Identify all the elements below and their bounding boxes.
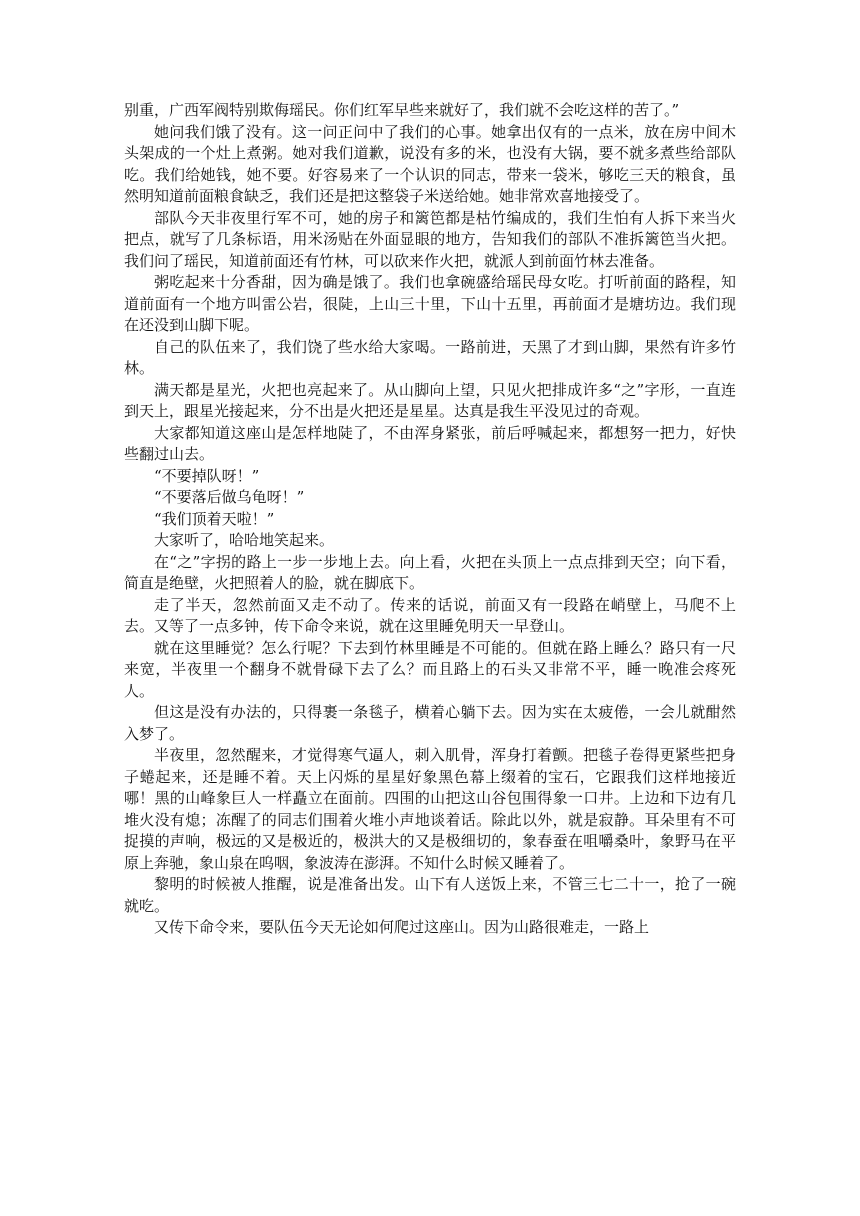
paragraph: 大家听了，哈哈地笑起来。 (154, 531, 335, 549)
paragraph: 黎明的时候被人推醒，说是准备出发。山下有人送饭上来，不管三七二十一，抢了一碗就吃。 (124, 875, 736, 915)
paragraph: 部队今天非夜里行军不可，她的房子和篱笆都是枯竹编成的，我们生怕有人拆下来当火把点，就写了几条标语，用米汤贴在外面显眼的地方，告知我们的部队不准拆篱笆当火把。我们问了瑶民，知道前面还有竹林，可以砍来作火把，就派人到前面竹林去准备。 (124, 208, 736, 270)
dialogue-line: “我们顶着天啦！” (154, 509, 275, 528)
paragraph: 满天都是星光，火把也亮起来了。从山脚向上望，只见火把排成许多“之”字形，一直连到天上，跟星光接起来，分不出是火把还是星星。达真是我生平没见过的奇观。 (124, 380, 736, 420)
document-page (124, 100, 736, 939)
dialogue-line: “不要落后做乌龟呀！” (154, 488, 305, 506)
paragraph: 又传下命令来，要队伍今天无论如何爬过这座山。因为山路很难走，一路上 (154, 918, 650, 936)
paragraph: 她问我们饿了没有。这一问正问中了我们的心事。她拿出仅有的一点米，放在房中间木头架成的一个灶上煮粥。她对我们道歉，说没有多的米，也没有大锅，要不就多煮些给部队吃。我们给她钱，她不要。好容易来了一个认识的同志，带来一袋米，够吃三天的粮食，虽然明知道前面粮食缺乏，我们还是把这整袋子米送给她。她非常欢喜地接受了。 (124, 122, 736, 205)
paragraph: 但这是没有办法的，只得裹一条毯子，横着心躺下去。因为实在太疲倦，一会儿就酣然入梦了。 (124, 703, 736, 743)
paragraph: 就在这里睡觉？怎么行呢？下去到竹林里睡是不可能的。但就在路上睡么？路只有一尺来宽，半夜里一个翻身不就骨碌下去了么？而且路上的石头又非常不平，睡一晚准会疼死人。 (124, 638, 736, 700)
paragraph: 别重，广西军阀特别欺侮瑶民。你们红军早些来就好了，我们就不会吃这样的苦了。” (124, 101, 680, 119)
paragraph: 在“之”字拐的路上一步一步地上去。向上看，火把在头顶上一点点排到天空；向下看，简直是绝壁，火把照着人的脸，就在脚底下。 (124, 552, 736, 592)
paragraph: 粥吃起来十分香甜，因为确是饿了。我们也拿碗盛给瑶民母女吃。打听前面的路程，知道前面有一个地方叫雷公岩，很陡，上山三十里，下山十五里，再前面才是塘坊边。我们现在还没到山脚下呢。 (124, 273, 736, 334)
paragraph: 半夜里，忽然醒来，才觉得寒气逼人，刺入肌骨，浑身打着颤。把毯子卷得更紧些把身子蜷起来，还是睡不着。天上闪烁的星星好象黑色幕上缀着的宝石，它跟我们这样地接近哪！黑的山峰象巨人一样矗立在面前。四围的山把这山谷包围得象一口井。上边和下边有几堆火没有熄；冻醒了的同志们围着火堆小声地谈着话。除此以外，就是寂静。耳朵里有不可捉摸的声响，极远的又是极近的，极洪大的又是极细切的，象春蚕在咀嚼桑叶，象野马在平原上奔驰，象山泉在呜咽，象波涛在澎湃。不知什么时候又睡着了。 (124, 746, 736, 872)
paragraph: 大家都知道这座山是怎样地陡了，不由浑身紧张，前后呼喊起来，都想努一把力，好快些翻过山去。 (124, 423, 736, 463)
paragraph: 自己的队伍来了，我们饶了些水给大家喝。一路前进，天黑了才到山脚，果然有许多竹林。 (124, 337, 736, 377)
dialogue-line: “不要掉队呀！” (154, 466, 260, 485)
paragraph: 走了半天，忽然前面又走不动了。传来的话说，前面又有一段路在峭壁上，马爬不上去。又等了一点多钟，传下命令来说，就在这里睡免明天一早登山。 (124, 595, 736, 635)
